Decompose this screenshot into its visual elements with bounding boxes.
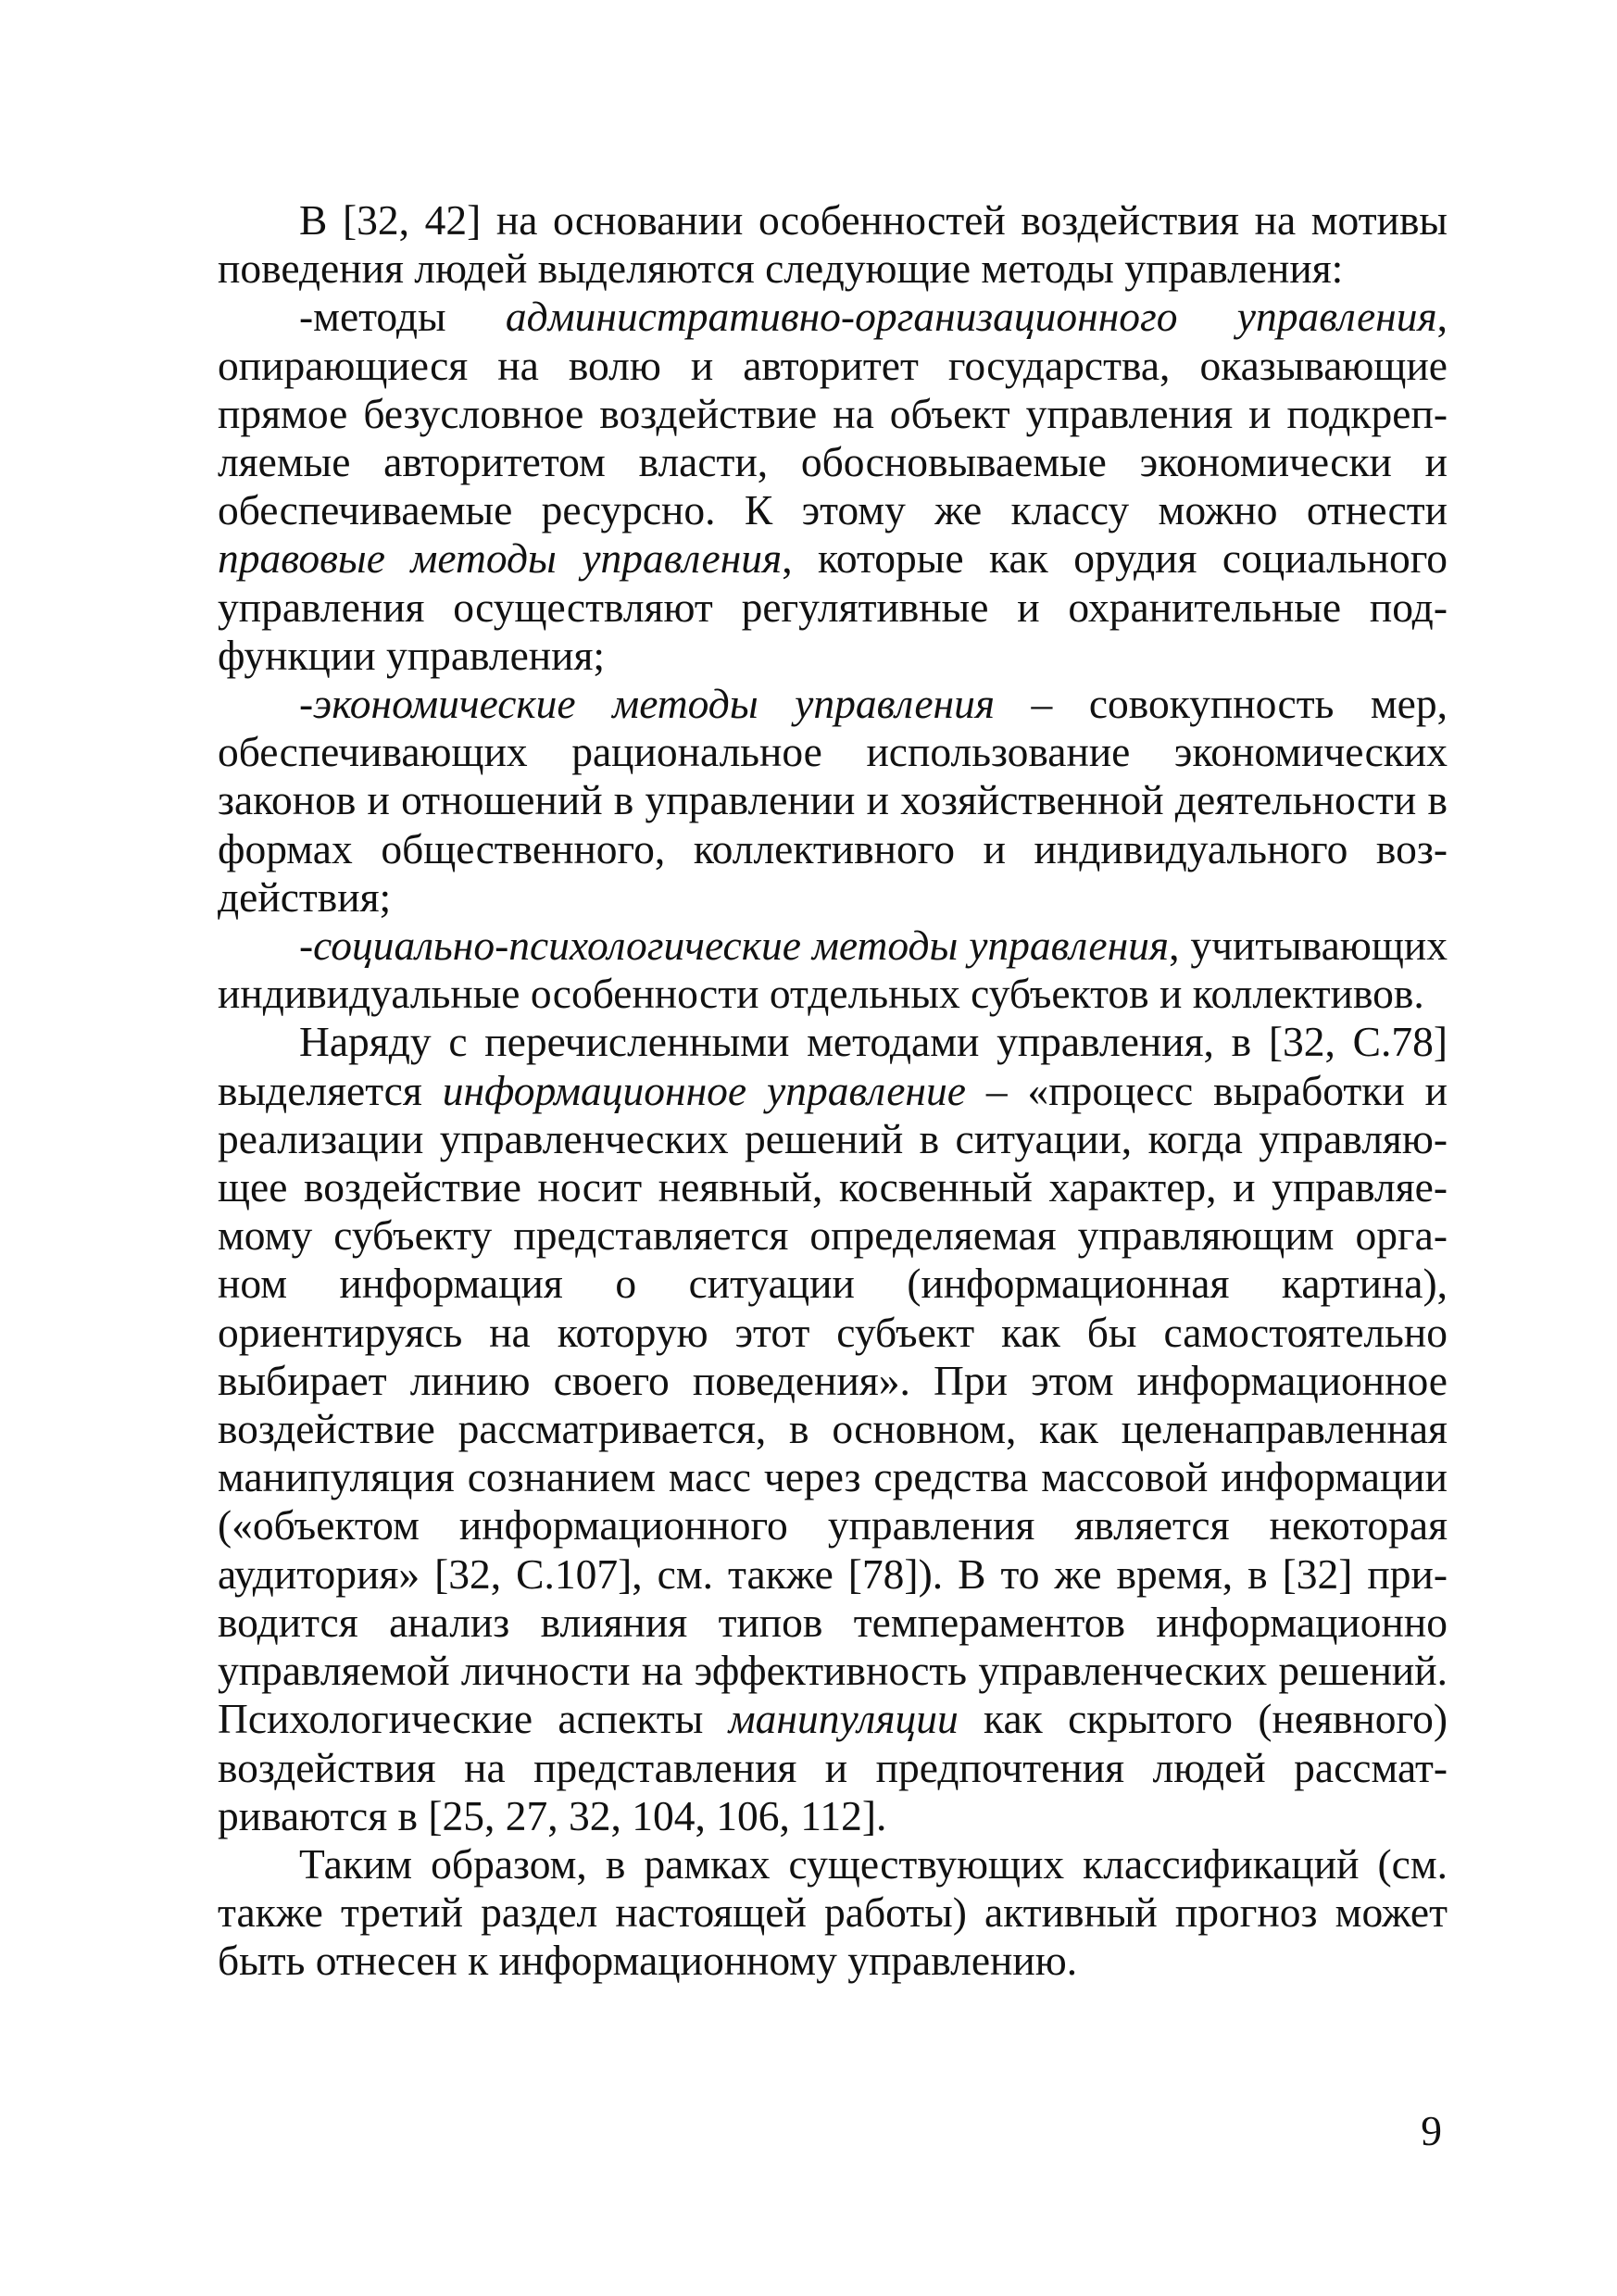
italic-term: правовые методы управления [218, 534, 783, 583]
text-span: , которые как орудия социального управления осуществляют регулятивные и охранительные подфункции управления; [218, 534, 1448, 679]
text-span: , опирающиеся на волю и авторитет государства, оказывающие прямое безусловное воздействие на объект управления и подкрепляемые авторитетом власти, обосновываемые экономически и обеспечиваемые ресурсно. К этому же классу можно отнести [218, 293, 1448, 534]
text-span: как скрытого (неявного) воздействия на представления и предпочтения людей рассматриваются в [25, 27, 32, 104, 106, 112]. [218, 1695, 1448, 1839]
italic-term: административно-организационного управления [505, 293, 1437, 341]
paragraph-intro [218, 196, 1448, 293]
text-span: , учитывающих индивидуальные особенности отдельных субъектов и коллективов. [218, 922, 1448, 1018]
text-span: В [32, 42] на основании особенностей воздействия на мотивы поведения людей выделяются следующие методы управления: [218, 196, 1448, 293]
italic-term: социально-психологические методы управления [313, 922, 1170, 970]
paragraph-admin-methods [218, 293, 1448, 680]
text-span: – «процесс выработки и реализации управленческих решений в ситуации, когда управляющее воздействие носит неявный, косвенный характер, и управляемому субъекту представляется определяемая управляющим органом информация о ситуации (информационная картина), ориентируясь на которую этот субъект как бы самостоятельно выбирает линию своего поведения». При этом информационное воздействие рассматривается, в основном, как целенаправленная манипуляция сознанием масс через средства массовой информации («объектом информационного управления является некоторая аудитория» [32, С.107], см. также [78]). В то же время, в [32] приводится анализ влияния типов темпераментов информационно управляемой личности на эффективность управленческих решений. Психологические аспекты [218, 1066, 1448, 1743]
text-span: -методы [299, 293, 506, 341]
page-number: 9 [1421, 2107, 1442, 2154]
paragraph-socio-psych-methods [218, 922, 1448, 1018]
italic-term: манипуляции [728, 1695, 959, 1743]
paragraph-information-control [218, 1018, 1448, 1839]
paragraph-economic-methods [218, 680, 1448, 922]
document-page [218, 196, 1448, 1986]
text-span: Наряду с перечисленными методами управления, в [32, С.78] выделяется [218, 1018, 1448, 1114]
text-span: Таким образом, в рамках существующих классификаций (см. также третий раздел настоящей работы) активный прогноз может быть отнесен к информационному управлению. [218, 1839, 1448, 1985]
text-span: - [299, 680, 314, 728]
text-span: – совокупность мер, обеспечивающих рациональное использование экономических законов и отношений в управлении и хозяйственной деятельности в формах общественного, коллективного и индивидуального воздействия; [218, 680, 1448, 921]
text-span: - [299, 922, 314, 970]
italic-term: информационное управление [442, 1066, 966, 1114]
paragraph-conclusion [218, 1840, 1448, 1986]
italic-term: экономические методы управления [313, 680, 996, 728]
